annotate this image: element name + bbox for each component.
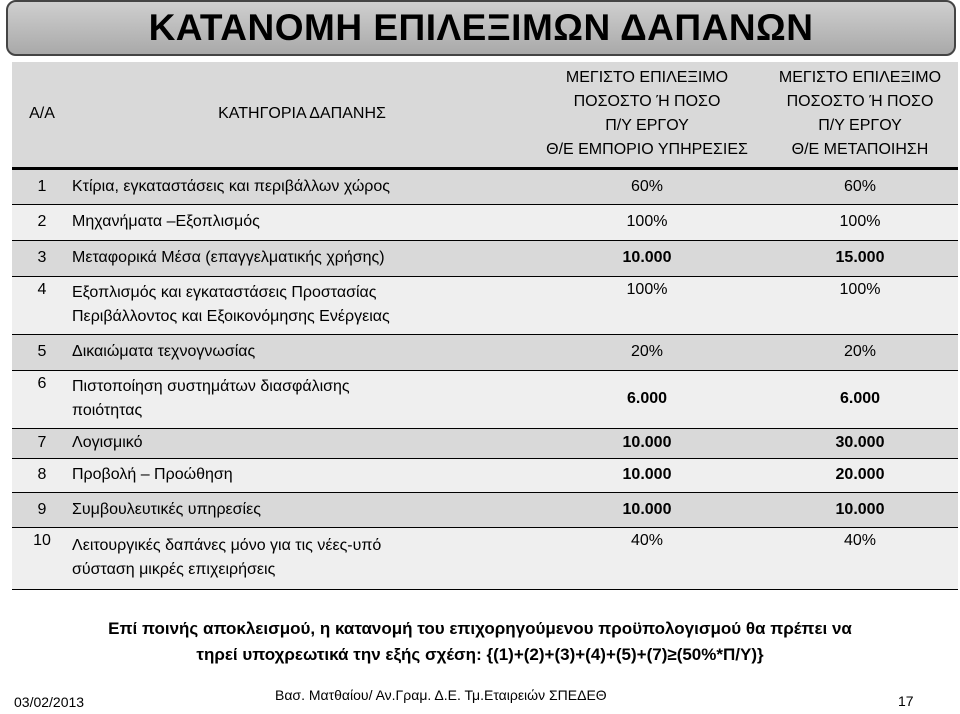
category-line: Κτίρια, εγκαταστάσεις και περιβάλλων χώρος bbox=[72, 177, 391, 195]
row-manufacturing-value: 10.000 bbox=[835, 500, 885, 518]
row-manufacturing-value: 30.000 bbox=[835, 434, 885, 451]
header-line: Θ/Ε ΜΕΤΑΠΟΙΗΣΗ bbox=[791, 141, 929, 159]
row-category bbox=[72, 334, 532, 370]
category-line: Περιβάλλοντος και Εξοικονόμησης Ενέργειας bbox=[72, 308, 390, 325]
header-line: ΠΟΣΟΣΤΟ Ή ΠΟΣΟ bbox=[573, 93, 721, 111]
row-number: 1 bbox=[37, 177, 47, 195]
row-number: 7 bbox=[37, 434, 47, 451]
header-line: Θ/Ε ΕΜΠΟΡΙΟ ΥΠΗΡΕΣΙΕΣ bbox=[546, 141, 748, 159]
header-line: ΜΕΓΙΣΤΟ ΕΠΙΛΕΞΙΜΟ bbox=[565, 69, 729, 87]
row-number: 2 bbox=[37, 213, 47, 230]
row-trade-value: 60% bbox=[630, 177, 664, 195]
row-number: 8 bbox=[37, 466, 47, 483]
row-category bbox=[72, 458, 532, 492]
category-line: Μεταφορικά Μέσα (επαγγελματικής χρήσης) bbox=[72, 249, 385, 266]
table-row bbox=[12, 240, 958, 276]
note-line: Επί ποινής αποκλεισμού, η κατανομή του επιχορηγούμενου προϋπολογισμού θα πρέπει να bbox=[108, 619, 852, 638]
row-number: 3 bbox=[37, 249, 47, 266]
header-manufacturing bbox=[762, 62, 958, 168]
header-line: Π/Υ ΕΡΓΟΥ bbox=[818, 117, 902, 135]
footer-author: Βασ. Ματθαίου/ Αν.Γραμ. Δ.Ε. Τμ.Εταιρειών ΣΠΕΔΕΘ bbox=[275, 687, 607, 703]
row-manufacturing-value: 100% bbox=[839, 280, 881, 298]
row-category bbox=[72, 492, 532, 527]
header-aa: Α/Α bbox=[29, 105, 55, 123]
allocation-note bbox=[0, 616, 960, 668]
row-number: 10 bbox=[33, 531, 51, 549]
category-line: Λειτουργικές δαπάνες μόνο για τις νέες-υπό bbox=[72, 537, 382, 554]
table-row bbox=[12, 276, 958, 334]
category-line: Πιστοποίηση συστημάτων διασφάλισης bbox=[72, 378, 350, 395]
table-row bbox=[12, 370, 958, 428]
category-line: Εξοπλισμός και εγκαταστάσεις Προστασίας bbox=[72, 284, 377, 301]
category-line: σύσταση μικρές επιχειρήσεις bbox=[72, 561, 276, 578]
category-line: Δικαιώματα τεχνογνωσίας bbox=[72, 343, 256, 360]
row-category bbox=[72, 527, 532, 589]
row-number: 5 bbox=[37, 343, 47, 360]
table-row bbox=[12, 527, 958, 589]
row-number: 6 bbox=[37, 374, 47, 392]
row-manufacturing-value: 60% bbox=[843, 177, 877, 195]
row-manufacturing-value: 15.000 bbox=[835, 249, 885, 266]
row-trade-value: 100% bbox=[626, 280, 668, 298]
row-category bbox=[72, 204, 532, 240]
row-category bbox=[72, 168, 532, 204]
row-trade-value: 10.000 bbox=[622, 500, 672, 518]
table-row bbox=[12, 458, 958, 492]
table-row bbox=[12, 204, 958, 240]
row-category bbox=[72, 240, 532, 276]
row-trade-value: 40% bbox=[630, 531, 664, 549]
row-manufacturing-value: 20% bbox=[843, 343, 877, 360]
table-row bbox=[12, 428, 958, 458]
table-row bbox=[12, 492, 958, 527]
category-line: Προβολή – Προώθηση bbox=[72, 466, 233, 483]
category-line: Συμβουλευτικές υπηρεσίες bbox=[72, 500, 261, 518]
category-line: Λογισμικό bbox=[72, 434, 143, 451]
table-header-row bbox=[12, 62, 958, 168]
row-trade-value: 10.000 bbox=[622, 249, 672, 266]
row-category bbox=[72, 276, 532, 334]
row-trade-value: 100% bbox=[626, 213, 668, 230]
row-manufacturing-value: 20.000 bbox=[835, 466, 885, 483]
row-trade-value: 10.000 bbox=[622, 466, 672, 483]
row-manufacturing-value: 6.000 bbox=[839, 390, 881, 407]
row-manufacturing-value: 40% bbox=[843, 531, 877, 549]
page-title: ΚΑΤΑΝΟΜΗ ΕΠΙΛΕΞΙΜΩΝ ΔΑΠΑΝΩΝ bbox=[148, 7, 814, 48]
header-category: ΚΑΤΗΓΟΡΙΑ ΔΑΠΑΝΗΣ bbox=[218, 105, 386, 123]
table-row bbox=[12, 334, 958, 370]
table-row bbox=[12, 168, 958, 204]
footer-date: 03/02/2013 bbox=[14, 694, 85, 710]
header-line: Π/Υ ΕΡΓΟΥ bbox=[605, 117, 689, 135]
category-line: ποιότητας bbox=[72, 402, 143, 419]
row-trade-value: 20% bbox=[630, 343, 664, 360]
row-number: 4 bbox=[37, 280, 47, 298]
page-number: 17 bbox=[898, 693, 914, 709]
row-trade-value: 6.000 bbox=[626, 390, 668, 407]
header-line: ΜΕΓΙΣΤΟ ΕΠΙΛΕΞΙΜΟ bbox=[778, 69, 942, 87]
row-category bbox=[72, 428, 532, 458]
category-line: Μηχανήματα –Εξοπλισμός bbox=[72, 213, 260, 230]
row-manufacturing-value: 100% bbox=[839, 213, 881, 230]
row-category bbox=[72, 370, 532, 428]
row-trade-value: 10.000 bbox=[622, 434, 672, 451]
row-number: 9 bbox=[37, 500, 47, 518]
eligible-costs-table bbox=[12, 62, 958, 590]
header-line: ΠΟΣΟΣΤΟ Ή ΠΟΣΟ bbox=[786, 93, 934, 111]
note-line: τηρεί υποχρεωτικά την εξής σχέση: {(1)+(2)+(3)+(4)+(5)+(7)≥(50%*Π/Υ)} bbox=[196, 645, 764, 664]
title-banner bbox=[6, 0, 956, 56]
header-trade-services bbox=[532, 62, 762, 168]
